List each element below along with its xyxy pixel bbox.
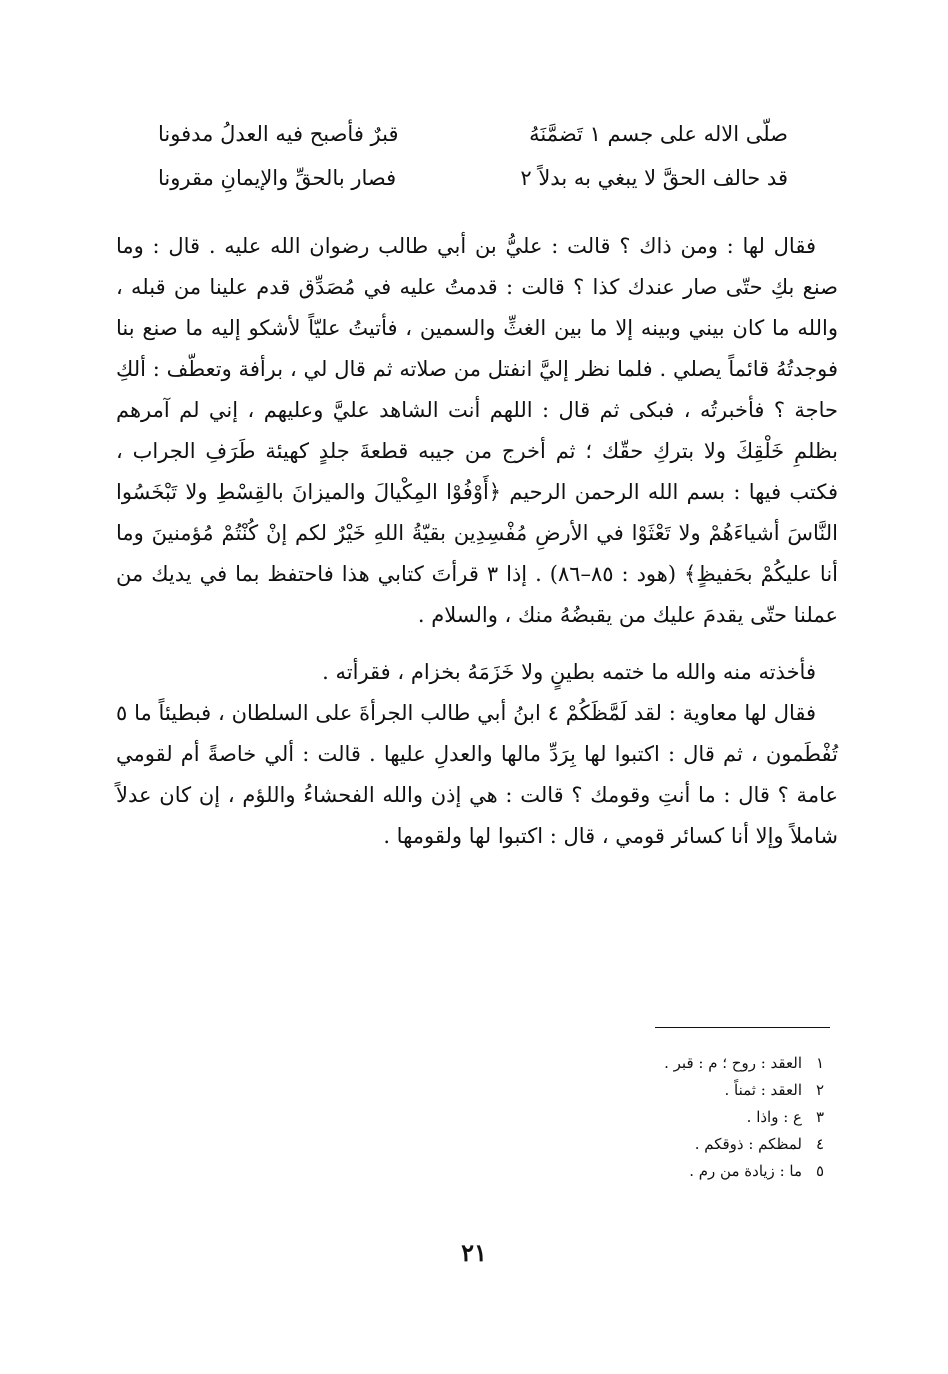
page-number: ٢١ — [461, 1238, 487, 1267]
footnote-text: ما : زيادة من رم . — [689, 1162, 802, 1180]
footnote-number: ٢ — [815, 1081, 825, 1099]
footnotes — [438, 1050, 838, 1185]
footnote-number: ٣ — [815, 1108, 825, 1126]
footnote — [438, 1050, 838, 1077]
verse-second-hemistich: قبرٌ فأصبح فيه العدلُ مدفونا — [158, 122, 399, 146]
footnote — [438, 1158, 838, 1185]
paragraph: فأخذته منه والله ما ختمه بطينٍ ولا خَزَمَهُ بخزام ، فقرأته . — [322, 660, 816, 684]
footnote-number: ١ — [815, 1054, 825, 1072]
verse-second-hemistich: فصار بالحقِّ والإيمانِ مقرونا — [158, 166, 397, 190]
verse-first-hemistich: قد حالف الحقَّ لا يبغي به بدلاً ٢ — [520, 166, 788, 190]
footnote — [438, 1077, 838, 1104]
verse-line — [158, 156, 788, 200]
footnote — [438, 1104, 838, 1131]
footnote-text: لمظكم : ذوقكم . — [694, 1135, 802, 1153]
footnote-separator — [655, 1027, 830, 1028]
footnote-number: ٤ — [815, 1135, 825, 1153]
footnote-number: ٥ — [815, 1162, 825, 1180]
verse-line — [158, 112, 788, 156]
footnote-text: العقد : ثمناً . — [724, 1081, 802, 1099]
footnote — [438, 1131, 838, 1158]
main-text — [116, 226, 838, 857]
poem-verses — [158, 112, 788, 200]
footnote-text: ع : واذا . — [746, 1108, 802, 1126]
paragraph: فقال لها معاوية : لقد لَمَّظَكُمْ ٤ ابنُ أبي طالب الجرأةَ على السلطان ، فبطيئاً ما ٥ تُفْطَمون ، ثم قال : اكتبوا لها بِرَدِّ مالها والعدلِ عليها . قالت : ألي خاصةً أم لقومي عامة ؟ قال : ما أنتِ وقومك ؟ قالت : هي إذن والله الفحشاءُ واللؤم ، إن كان عدلاً شاملاً وإلا أنا كسائر قومي ، قال : اكتبوا لها ولقومها . — [116, 701, 838, 848]
paragraph: فقال لها : ومن ذاك ؟ قالت : عليُّ بن أبي طالب رضوان الله عليه . قال : وما صنع بكِ حتّى صار عندك كذا ؟ قالت : قدمتُ عليه في مُصَدِّق قدم علينا من قبله ، والله ما كان بيني وبينه إلا ما بين الغثِّ والسمين ، فأتيتُ عليّاً لأشكو إليه ما صنع بنا فوجدتُهُ قائماً يصلي . فلما نظر إليَّ انفتل من صلاته ثم قال لي ، برأفة وتعطّف : ألكِ حاجة ؟ فأخبرتُه ، فبكى ثم قال : اللهم أنت الشاهد عليَّ وعليهم ، إني لم آمرهم بظلمِ خَلْقِكَ ولا بتركِ حقّك ؛ ثم أخرج من جيبه قطعةَ جلدٍ كهيئة طَرَفِ الجراب ، فكتب فيها : بسم الله الرحمن الرحيم ﴿أَوْفُوْا المِكْيالَ والميزانَ بالقِسْطِ ولا تَبْخَسُوا النَّاسَ أشياءَهُمْ ولا تَعْثَوْا في الأرضِ مُفْسِدِين بقيّةُ اللهِ خَيْرٌ لكم إنْ كُنْتُمْ مُؤمنينَ وما أنا عليكُمْ بحَفيظٍ﴾ (هود : ٨٥–٨٦) . إذا ٣ قرأتَ كتابي هذا فاحتفظ بما في يديك من عملنا حتّى يقدمَ عليك من يقبضُهُ منك ، والسلام . — [116, 234, 839, 627]
verse-first-hemistich: صلّى الاله على جسم ١ تَضمَّنَهُ — [529, 122, 788, 146]
footnote-text: العقد : روح ؛ م : قبر . — [664, 1054, 802, 1072]
